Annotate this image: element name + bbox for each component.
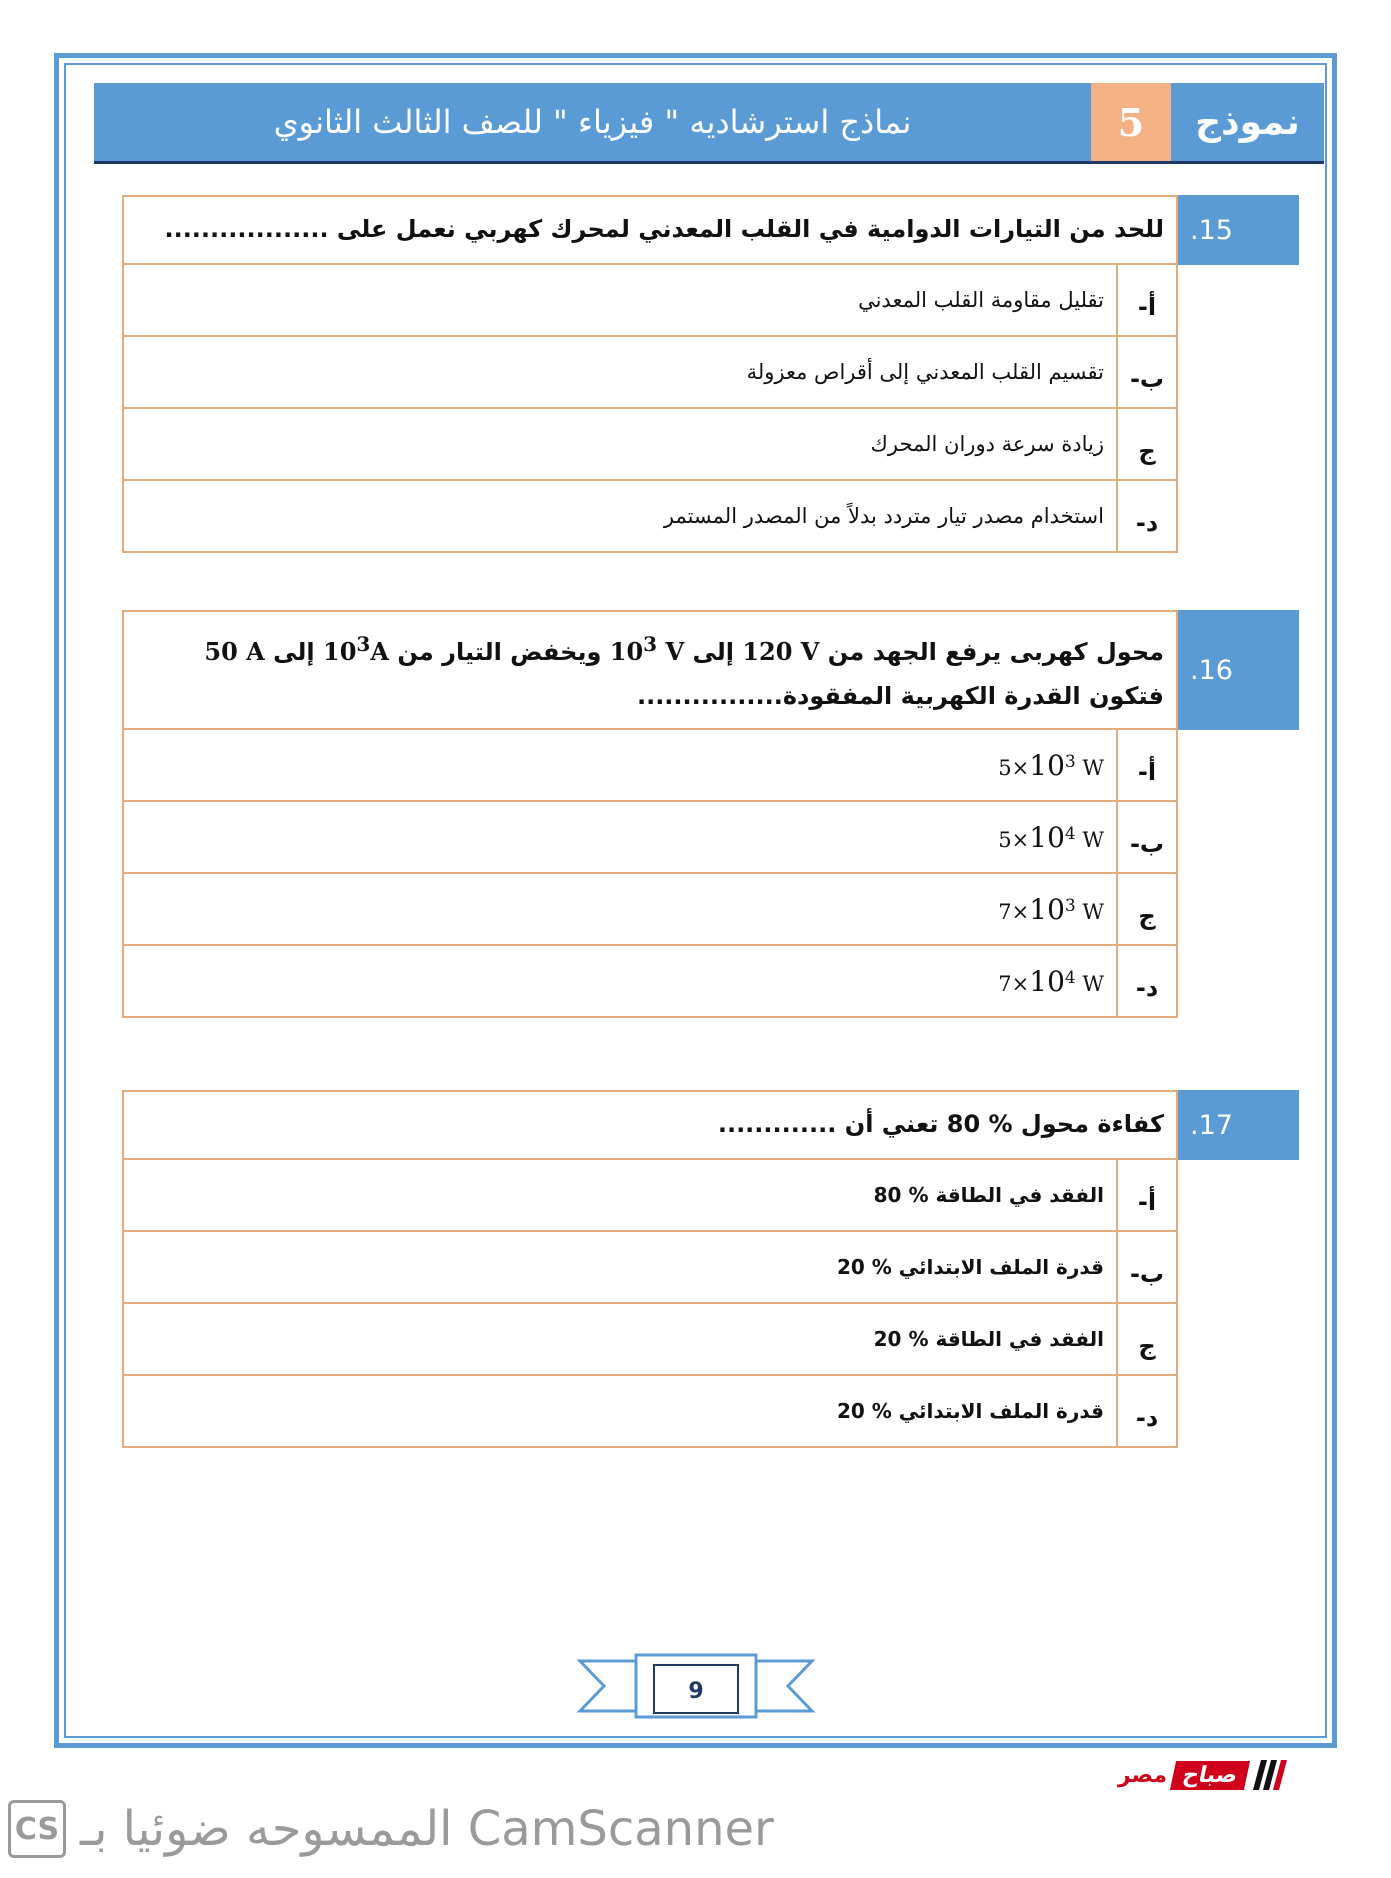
option-text: $7\times 10^3$ W (998, 892, 1104, 926)
question-number: .15 (1178, 195, 1299, 265)
voltage-to: $10^3$ V (609, 632, 685, 666)
question-17 (122, 1090, 1299, 1448)
logo-country: مصر (1118, 1762, 1167, 1788)
option-row[interactable] (122, 1304, 1178, 1376)
option-label: د- (1116, 481, 1176, 551)
logo-name: صباح (1170, 1761, 1251, 1790)
option-label: ج (1116, 1304, 1176, 1374)
header-title: نماذج استرشاديه " فيزياء " للصف الثالث الثانوي (94, 83, 1091, 161)
question-line-2: فتكون القدرة الكهربية المفقودة................ (636, 682, 1164, 710)
option-text: استخدام مصدر تيار متردد بدلاً من المصدر المستمر (663, 504, 1104, 528)
option-label: ب- (1116, 1232, 1176, 1302)
question-text (122, 610, 1178, 730)
option-row[interactable] (122, 337, 1178, 409)
question-number: .16 (1178, 610, 1299, 730)
model-label: نموذج (1171, 83, 1324, 161)
option-text: الفقد في الطاقة % 80 (873, 1183, 1104, 1207)
option-row[interactable] (122, 730, 1178, 802)
watermark-text: الممسوحه ضوئيا بـ CamScanner (80, 1801, 774, 1857)
option-label: ج (1116, 874, 1176, 944)
option-text: الفقد في الطاقة % 20 (873, 1327, 1104, 1351)
option-text: قدرة الملف الابتدائي % 20 (836, 1399, 1104, 1423)
option-row[interactable] (122, 409, 1178, 481)
option-label: ب- (1116, 337, 1176, 407)
option-text: تقسيم القلب المعدني إلى أقراص معزولة (746, 360, 1104, 384)
option-row[interactable] (122, 1160, 1178, 1232)
question-15 (122, 195, 1299, 553)
camscanner-logo-icon: CS (8, 1800, 66, 1858)
option-label: أ- (1116, 265, 1176, 335)
option-label: أ- (1116, 1160, 1176, 1230)
question-text: للحد من التيارات الدوامية في القلب المعدني لمحرك كهربي نعمل على .................. (122, 195, 1178, 265)
option-row[interactable] (122, 1376, 1178, 1448)
option-label: أ- (1116, 730, 1176, 800)
option-row[interactable] (122, 1232, 1178, 1304)
option-text: $7\times 10^4$ W (998, 964, 1104, 998)
question-line-1: محول كهربى يرفع الجهد من 120 V إلى $10^3$ V ويخفض التيار من $10^3A$ إلى 50 A (204, 632, 1164, 666)
option-row[interactable] (122, 874, 1178, 946)
logo-bars-icon (1253, 1760, 1283, 1790)
question-number: .17 (1178, 1090, 1299, 1160)
option-text: $5\times 10^4$ W (998, 820, 1104, 854)
option-text: $5\times 10^3$ W (998, 748, 1104, 782)
model-number: 5 (1091, 83, 1171, 161)
camscanner-watermark (8, 1794, 774, 1864)
option-row[interactable] (122, 946, 1178, 1018)
option-row[interactable] (122, 481, 1178, 553)
page-number: 9 (688, 1679, 704, 1704)
option-row[interactable] (122, 265, 1178, 337)
voltage-from: 120 V (742, 637, 820, 666)
option-text: تقليل مقاومة القلب المعدني (858, 288, 1104, 312)
option-label: د- (1116, 946, 1176, 1016)
option-label: د- (1116, 1376, 1176, 1446)
option-label: ج (1116, 409, 1176, 479)
current-to: 50 A (204, 637, 265, 666)
option-text: قدرة الملف الابتدائي % 20 (836, 1255, 1104, 1279)
option-label: ب- (1116, 802, 1176, 872)
option-text: زيادة سرعة دوران المحرك (870, 432, 1104, 456)
current-from: $10^3A$ (323, 632, 389, 666)
question-16 (122, 610, 1299, 1018)
page-header (94, 83, 1324, 164)
question-text: كفاءة محول % 80 تعني أن ............. (122, 1090, 1178, 1160)
site-logo (1118, 1757, 1283, 1793)
option-row[interactable] (122, 802, 1178, 874)
